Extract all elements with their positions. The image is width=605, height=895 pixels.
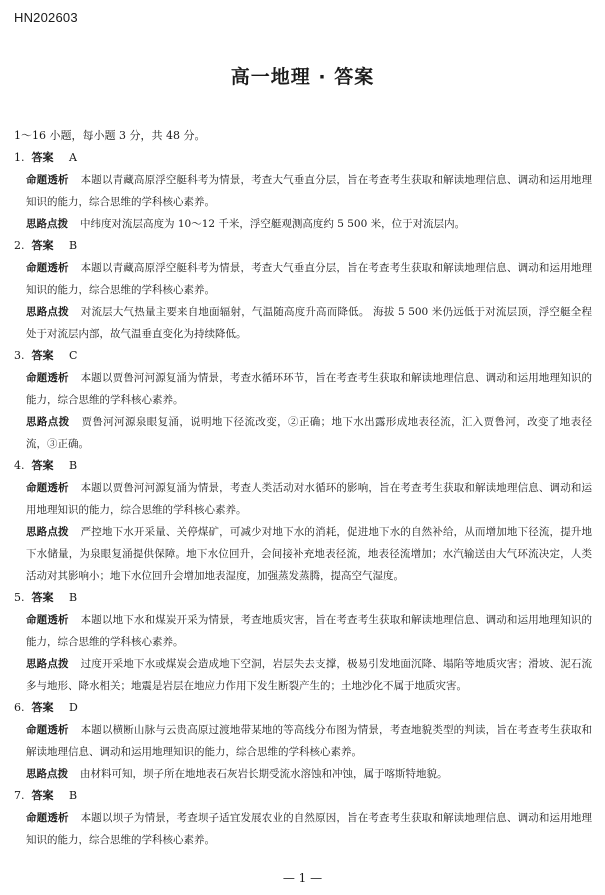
instructions: 1～16 小题，每小题 3 分，共 48 分。 [14, 129, 206, 142]
analysis-label: 命题透析 [26, 482, 69, 494]
answer-label: 答案 [31, 151, 54, 164]
exam-code: HN202603 [14, 10, 78, 25]
answer-choice: B [69, 789, 78, 802]
analysis-label: 命题透析 [26, 262, 69, 274]
analysis-paragraph [14, 367, 592, 411]
approach-label: 思路点拨 [26, 416, 70, 428]
analysis-label: 命题透析 [26, 812, 69, 824]
answer-line [14, 456, 592, 477]
analysis-label: 命题透析 [26, 724, 69, 736]
analysis-label: 命题透析 [26, 174, 69, 186]
question-number: 4. [14, 459, 25, 472]
approach-paragraph [14, 653, 592, 697]
question-block [14, 786, 592, 851]
analysis-paragraph [14, 169, 592, 213]
approach-label: 思路点拨 [26, 658, 69, 670]
question-block [14, 346, 592, 455]
answer-choice: C [69, 349, 78, 362]
approach-paragraph [14, 521, 592, 587]
approach-text: 过度开采地下水或煤炭会造成地下空洞，岩层失去支撑，极易引发地面沉降、塌陷等地质灾害；滑坡、泥石流多与地形、降水相关；地震是岩层在地应力作用下发生断裂产生的；土地沙化不属于地质灾害。 [26, 658, 593, 692]
answer-choice: A [69, 151, 77, 164]
answer-content [14, 126, 592, 852]
analysis-paragraph [14, 257, 592, 301]
analysis-text: 本题以贾鲁河河源复涌为情景，考查人类活动对水循环的影响，旨在考查考生获取和解读地理信息、调动和运用地理知识的能力，综合思维的学科核心素养。 [26, 482, 593, 516]
question-number: 2. [14, 239, 25, 252]
answer-line [14, 698, 592, 719]
approach-paragraph [14, 411, 592, 455]
answer-choice: B [69, 591, 78, 604]
question-block [14, 456, 592, 587]
answer-label: 答案 [31, 459, 54, 472]
question-number: 1. [14, 151, 25, 164]
answer-line [14, 588, 592, 609]
analysis-paragraph [14, 609, 592, 653]
answer-label: 答案 [31, 349, 54, 362]
analysis-text: 本题以横断山脉与云贵高原过渡地带某地的等高线分布图为情景，考查地貌类型的判读，旨在考查考生获取和解读地理信息、调动和运用地理知识的能力，综合思维的学科核心素养。 [26, 724, 593, 758]
approach-label: 思路点拨 [26, 218, 68, 230]
answer-label: 答案 [31, 701, 54, 714]
question-number: 7. [14, 789, 25, 802]
analysis-paragraph [14, 477, 592, 521]
answer-line [14, 236, 592, 257]
answer-choice: D [69, 701, 78, 714]
answer-choice: B [69, 459, 78, 472]
approach-paragraph [14, 213, 592, 235]
answer-line [14, 346, 592, 367]
analysis-text: 本题以青藏高原浮空艇科考为情景，考查大气垂直分层，旨在考查考生获取和解读地理信息、调动和运用地理知识的能力，综合思维的学科核心素养。 [26, 262, 593, 296]
approach-label: 思路点拨 [26, 526, 69, 538]
analysis-label: 命题透析 [26, 372, 69, 384]
page-title: 高一地理 · 答案 [230, 66, 375, 88]
analysis-label: 命题透析 [26, 614, 69, 626]
analysis-paragraph [14, 807, 592, 851]
question-block [14, 148, 592, 235]
answer-label: 答案 [31, 789, 54, 802]
answer-label: 答案 [31, 591, 54, 604]
analysis-text: 本题以贾鲁河河源复涌为情景，考查水循环环节，旨在考查考生获取和解读地理信息、调动和运用地理知识的能力，综合思维的学科核心素养。 [26, 372, 593, 406]
question-number: 3. [14, 349, 25, 362]
question-block [14, 236, 592, 345]
question-block [14, 588, 592, 697]
question-number: 6. [14, 701, 25, 714]
approach-text: 由材料可知，坝子所在地地表石灰岩长期受流水溶蚀和冲蚀，属于喀斯特地貌。 [80, 768, 448, 780]
question-block [14, 698, 592, 785]
approach-text: 对流层大气热量主要来自地面辐射，气温随高度升高而降低。 海拔 5 500 米仍远低于对流层顶，浮空艇全程处于对流层内部，故气温垂直变化为持续降低。 [26, 306, 592, 340]
approach-text: 严控地下水开采量、关停煤矿，可减少对地下水的消耗，促进地下水的自然补给，从而增加地下径流，提升地下水储量，为泉眼复涌提供保障。地下水位回升，会间接补充地表径流，地表径流增加；水汽输送由大气环流决定，人类活动对其影响小；地下水位回升会增加地表湿度，加强蒸发蒸腾，提高空气湿度。 [26, 526, 593, 582]
approach-paragraph [14, 301, 592, 345]
analysis-text: 本题以青藏高原浮空艇科考为情景，考查大气垂直分层，旨在考查考生获取和解读地理信息、调动和运用地理知识的能力，综合思维的学科核心素养。 [26, 174, 593, 208]
approach-label: 思路点拨 [26, 306, 69, 318]
approach-paragraph [14, 763, 592, 785]
analysis-text: 本题以坝子为情景，考查坝子适宜发展农业的自然原因，旨在考查考生获取和解读地理信息、调动和运用地理知识的能力，综合思维的学科核心素养。 [26, 812, 593, 846]
answer-line [14, 786, 592, 807]
approach-text: 中纬度对流层高度为 10～12 千米，浮空艇观测高度约 5 500 米，位于对流层内。 [80, 218, 466, 230]
answer-line [14, 148, 592, 169]
approach-label: 思路点拨 [26, 768, 68, 780]
analysis-text: 本题以地下水和煤炭开采为情景，考查地质灾害，旨在考查考生获取和解读地理信息、调动和运用地理知识的能力，综合思维的学科核心素养。 [26, 614, 593, 648]
approach-text: 贾鲁河河源泉眼复涌，说明地下径流改变，②正确；地下水出露形成地表径流，汇入贾鲁河，改变了地表径流，③正确。 [26, 416, 593, 450]
question-number: 5. [14, 591, 25, 604]
page-number: — 1 — [282, 871, 323, 885]
answer-label: 答案 [31, 239, 54, 252]
analysis-paragraph [14, 719, 592, 763]
answer-choice: B [69, 239, 78, 252]
